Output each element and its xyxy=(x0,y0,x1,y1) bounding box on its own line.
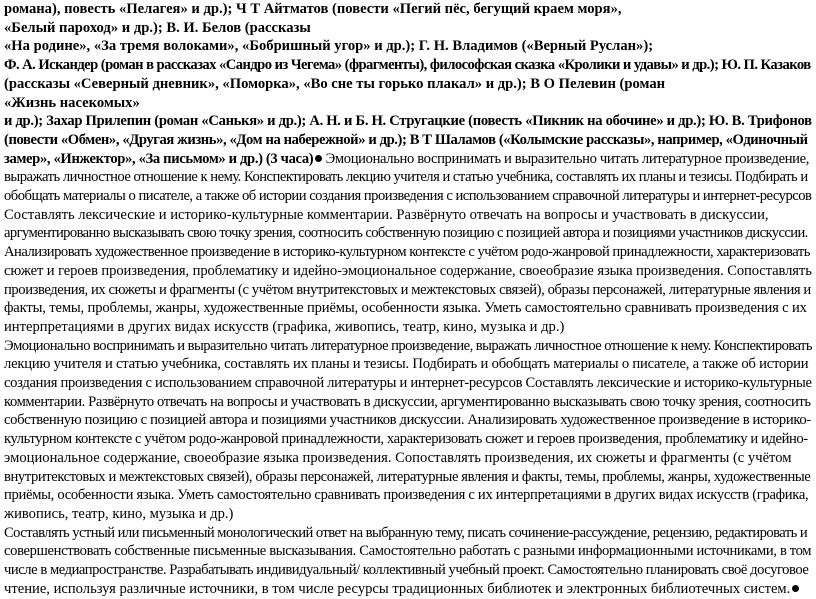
writing-paragraph-last-line xyxy=(4,580,812,599)
authors-line: романа), повесть «Пелагея» и др.); Ч Т Айтматов (повести «Пегий пёс, бегущий краем моря», xyxy=(4,1,622,17)
skills-paragraph-line: внутритекстовых и межтекстовых связей), образы персонажей, литературные явления и факты, темы, проблемы, жанры, художественные xyxy=(4,468,811,485)
skills-line: обобщать материалы о писателе, а также об истории создания произведения с использованием справочной литературы и интернет-ресурсов xyxy=(4,188,812,205)
skills-line: факты, темы, проблемы, жанры, художественные приёмы, особенности языка. Уметь самостоятельно сравнивать произведения с их xyxy=(4,300,807,317)
skills-paragraph-line: приёмы, особенности языка. Уметь самостоятельно сравнивать произведения с их интерпретациями в других видах искусств (графика, xyxy=(4,487,809,504)
writing-paragraph-line: Составлять устный или письменный монологический ответ на выбранную тему, писать сочинение-рассуждение, рецензию, редактировать и xyxy=(4,524,808,541)
writing-paragraph-line: совершенствовать собственные письменные высказывания. Самостоятельно работать с разными информационными источниками, в том xyxy=(4,543,812,560)
authors-line: «Жизнь насекомых» xyxy=(4,94,140,111)
authors-line-end: замер», «Инжектор», «За письмом» и др.) (3 часа) xyxy=(4,150,314,167)
skills-paragraph-line: лекцию учителя и статью учебника, составлять их планы и тезисы. Подбирать и обобщать материалы о писателе, а также об истории xyxy=(4,356,809,373)
authors-line: (рассказы «Северный дневник», «Поморка», «Во сне ты горько плакал» и др.); В О Пелевин (роман xyxy=(4,75,666,92)
skills-line: Эмоционально воспринимать и выразительно читать литературное произведение, xyxy=(322,150,810,167)
authors-line: Ф. А. Искандер (роман в рассказах «Сандро из Чегема» (фрагменты), философская сказка «Кролики и удавы» и др.); Ю. П. Казаков xyxy=(4,57,811,74)
skills-paragraph-line: создания произведения с использованием справочной литературы и интернет-ресурсов Составлять лексические и историко-культурные xyxy=(4,375,812,392)
skills-line: сюжет и героев произведения, проблематику и идейно-эмоциональное содержание, своеобразие языка произведения. Сопоставлять xyxy=(4,262,812,279)
skills-paragraph-line: комментарии. Развёрнуто отвечать на вопросы и участвовать в дискуссии, аргументированно высказывать свою точку зрения, соотносить xyxy=(4,393,811,410)
writing-paragraph-line: числе в медиапространстве. Разрабатывать индивидуальный/ коллективный учебный проект. Самостоятельно планировать своё досуговое xyxy=(4,562,809,579)
document-page xyxy=(4,0,812,599)
skills-paragraph-line: культурном контексте с учётом родо-жанровой принадлежности, характеризовать сюжет и героев произведения, проблематику и идейно- xyxy=(4,431,808,448)
authors-line: «Белый пароход» и др.); В. И. Белов (рассказы xyxy=(4,19,311,36)
skills-paragraph-line: Эмоционально воспринимать и выразительно читать литературное произведение, выражать личностное отношение к нему. Конспектировать xyxy=(4,337,812,354)
authors-line: (повести «Обмен», «Другая жизнь», «Дом на набережной» и др.); В Т Шаламов («Колымские рассказы», например, «Одиночный xyxy=(4,131,808,148)
skills-paragraph-line: живопись, театр, кино, музыка и др.) xyxy=(4,505,234,522)
skills-line: интерпретациями в других видах искусств (графика, живопись, театр, кино, музыка и др.) xyxy=(4,318,565,335)
skills-line: произведения, их сюжеты и фрагменты (с учётом внутритекстовых и межтекстовых связей), образы персонажей, литературные явления и xyxy=(4,281,811,298)
authors-line: и др.); Захар Прилепин (роман «Санькя» и др.); А. Н. и Б. Н. Стругацкие (повесть «Пикник на обочине» и др.); Ю. В. Трифонов xyxy=(4,113,812,130)
authors-last-line xyxy=(4,150,812,169)
skills-paragraph-line: эмоциональное содержание, своеобразие языка произведения. Сопоставлять произведения, их сюжеты и фрагменты (с учётом xyxy=(4,449,792,466)
skills-line: аргументированно высказывать свою точку зрения, соотносить собственную позицию с позицией автора и позициями участников дискуссии. xyxy=(4,225,808,242)
writing-paragraph-line: чтение, используя различные источники, в том числе ресурсы традиционных библиотек и электронных библиотечных систем. xyxy=(4,580,791,597)
skills-line: выражать личностное отношение к нему. Конспектировать лекцию учителя и статью учебника, составлять их планы и тезисы. Подбирать и xyxy=(4,169,808,186)
authors-line: «На родине», «За тремя волоками», «Бобришный угор» и др.); Г. Н. Владимов («Верный Руслан»); xyxy=(4,38,654,55)
skills-line: Анализировать художественное произведение в историко-культурном контексте с учётом родо-жанровой принадлежности, характеризовать xyxy=(4,244,810,261)
bullet-icon xyxy=(792,585,799,592)
skills-paragraph-line: собственную позицию с позицией автора и позициями участников дискуссии. Анализировать художественное произведение в историко- xyxy=(4,412,811,429)
skills-line: Составлять лексические и историко-культурные комментарии. Развёрнуто отвечать на вопросы и участвовать в дискуссии, xyxy=(4,206,769,223)
